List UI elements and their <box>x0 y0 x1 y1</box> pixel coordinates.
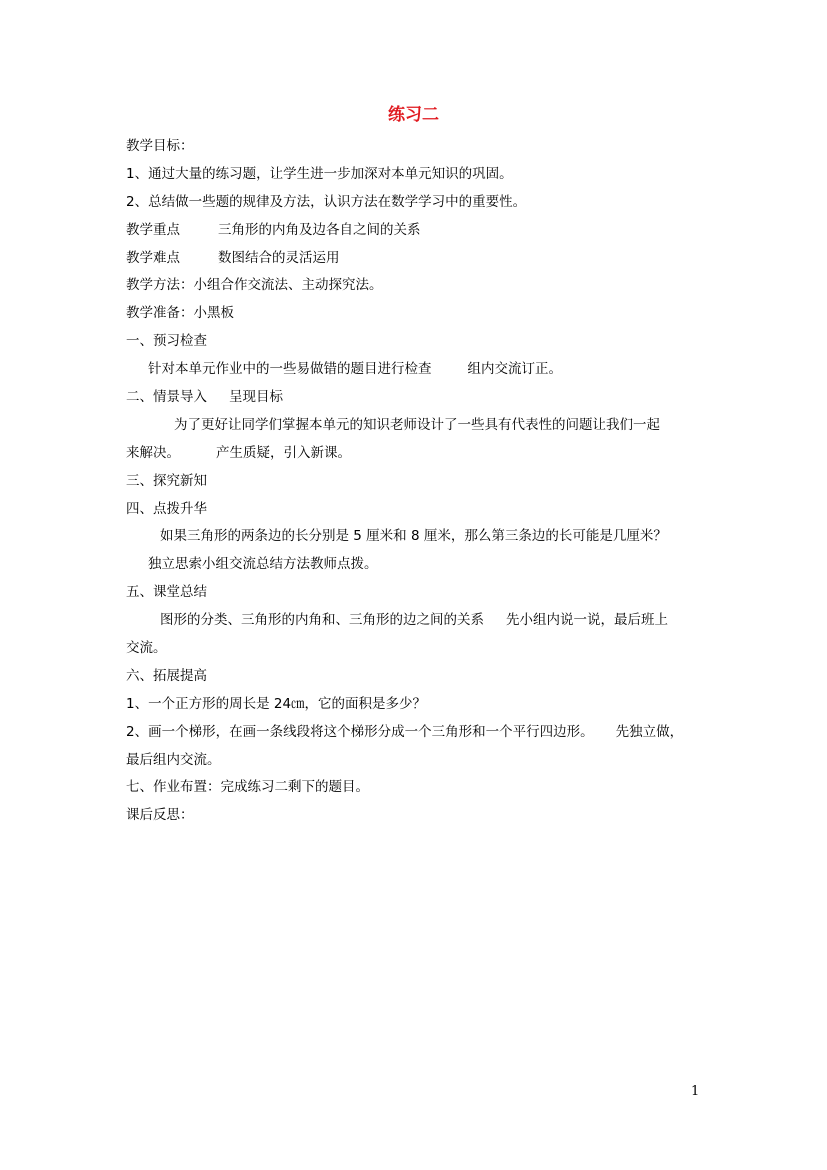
introduction-heading-b: 呈现目标 <box>229 389 283 406</box>
key-point-line <box>126 217 702 245</box>
summary-text-1a: 图形的分类、三角形的内角和、三角形的边之间的关系 <box>160 612 484 629</box>
key-point-text: 三角形的内角及边各自之间的关系 <box>218 221 421 238</box>
difficulty-text: 数图结合的灵活运用 <box>218 249 340 266</box>
difficulty-line <box>126 245 702 273</box>
goal-item-2: 2、总结做一些题的规律及方法，认识方法在数学学习中的重要性。 <box>126 193 527 210</box>
reflection-heading: 课后反思： <box>126 807 194 824</box>
preview-text-b: 组内交流订正。 <box>467 361 562 378</box>
goal-item-1: 1、通过大量的练习题，让学生进一步加深对本单元知识的巩固。 <box>126 165 513 182</box>
goal-heading: 教学目标： <box>126 138 194 154</box>
section-heading-extension: 六、拓展提高 <box>126 667 207 684</box>
summary-text-line-2: 交流。 <box>126 640 167 657</box>
section-heading-introduction <box>126 384 702 412</box>
extension-item-2b: 先独立做， <box>615 723 684 740</box>
extension-item-2 <box>126 719 702 747</box>
introduction-text-2b: 产生质疑，引入新课。 <box>216 444 351 461</box>
summary-text-1b: 先小组内说一说，最后班上 <box>506 612 668 629</box>
extension-item-2a: 2、画一个梯形，在画一条线段将这个梯形分成一个三角形和一个平行四边形。 <box>126 723 594 740</box>
preview-text-a: 针对本单元作业中的一些易做错的题目进行检查 <box>148 361 432 378</box>
introduction-text-line-2 <box>126 440 702 468</box>
document-title: 练习二 <box>388 105 439 125</box>
introduction-text-2a: 来解决。 <box>126 444 180 461</box>
introduction-heading-a: 二、情景导入 <box>126 389 207 406</box>
section-heading-summary: 五、课堂总结 <box>126 584 207 601</box>
guidance-question: 如果三角形的两条边的长分别是 5 厘米和 8 厘米，那么第三条边的长可能是几厘米？ <box>160 528 667 545</box>
section-heading-preview: 一、预习检查 <box>126 333 207 350</box>
teaching-method: 教学方法：小组合作交流法、主动探究法。 <box>126 277 383 294</box>
teaching-preparation: 教学准备：小黑板 <box>126 305 234 322</box>
guidance-method: 独立思索小组交流总结方法教师点拨。 <box>148 556 378 573</box>
section-preview-text <box>126 356 702 384</box>
section-heading-explore: 三、探究新知 <box>126 472 207 489</box>
document-body <box>126 133 702 830</box>
difficulty-label: 教学难点 <box>126 249 180 266</box>
extension-item-1: 1、一个正方形的周长是 24㎝，它的面积是多少？ <box>126 695 427 712</box>
key-point-label: 教学重点 <box>126 221 180 238</box>
section-heading-homework: 七、作业布置：完成练习二剩下的题目。 <box>126 779 369 796</box>
section-heading-guidance: 四、点拨升华 <box>126 500 207 517</box>
page-number: 1 <box>691 1084 700 1099</box>
summary-text-line-1 <box>126 607 702 635</box>
introduction-text-line-1: 为了更好让同学们掌握本单元的知识老师设计了一些具有代表性的问题让我们一起 <box>174 416 660 433</box>
extension-item-2-continued: 最后组内交流。 <box>126 751 221 768</box>
